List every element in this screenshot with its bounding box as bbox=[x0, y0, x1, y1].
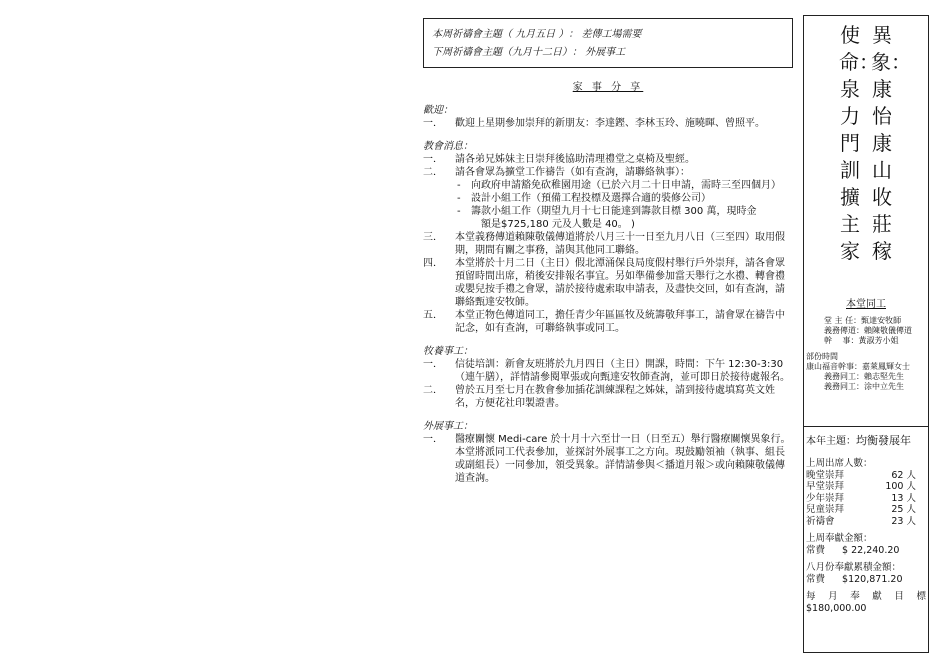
sub-item-text: 設計小組工作（預備工程投標及選擇合適的裝修公司） bbox=[471, 193, 711, 204]
family-sharing-section bbox=[423, 80, 793, 485]
dash: - bbox=[457, 193, 461, 204]
item-text: 本堂正物色傳道同工，擔任青少年區區牧及統籌敬拜事工，請會眾在禱告中記念，如有查詢，可聯絡執事或同工。 bbox=[455, 310, 785, 334]
item-text: 歡迎上星期參加崇拜的新朋友：李達鏗、李林玉玲、施曉暉、曾照平。 bbox=[455, 118, 765, 129]
item-text: 信徒培訓：新會友班將於九月四日（主日）開課，時間：下午 12:30-3:30（連午膳），詳情請參閱單張或向甄達安牧師查詢，並可即日於接待處報名。 bbox=[455, 359, 790, 383]
offering-heading: 上周奉獻金額： bbox=[806, 533, 873, 544]
list-item bbox=[423, 433, 793, 485]
item-text: 請各弟兄姊妹主日崇拜後協助清理禮堂之桌椅及聖經。 bbox=[455, 154, 695, 165]
item-text: 本堂將於十月二日（主日）假北潭涌保良局度假村舉行戶外崇拜，請各會眾預留時間出席，稍後安排報名事宜。另如準備參加當天舉行之水禮、轉會禮或嬰兒按手禮之會眾，請於接待處索取申請表，及盡快交回，如有查詢，請聯絡甄達安牧師。 bbox=[455, 258, 785, 308]
item-text: 請各會眾為擴堂工作禱告（如有查詢，請聯絡執事）： bbox=[455, 167, 690, 178]
attendance-label: 早堂崇拜 bbox=[806, 481, 845, 492]
list-item bbox=[423, 231, 793, 257]
staff-row: 堂 主 任：甄達安牧師 bbox=[824, 316, 902, 325]
attendance-row bbox=[806, 504, 926, 516]
attendance-label: 晚堂崇拜 bbox=[806, 469, 845, 481]
staff-row: 義務同工：涂中立先生 bbox=[824, 382, 904, 391]
list-item bbox=[423, 384, 793, 410]
item-number: 二． bbox=[423, 385, 443, 396]
dash: - bbox=[457, 180, 461, 191]
monthly-target-value: $180,000.00 bbox=[806, 602, 867, 614]
pastoral-heading: 牧養事工： bbox=[423, 346, 473, 357]
sub-item-continuation: 額是$725,180 元及人數是 40。 ) bbox=[481, 219, 635, 230]
dash: - bbox=[457, 206, 461, 217]
prayer-topic-box bbox=[423, 18, 793, 68]
list-item bbox=[423, 358, 793, 384]
mission-text: 使命：泉力門訓擴主家 bbox=[839, 23, 879, 263]
attendance-heading: 上周出席人數： bbox=[806, 458, 873, 469]
this-week-prayer-topic: 本周祈禱會主題（ 九月五日 ）： 差傳工場需要 bbox=[432, 29, 642, 40]
next-week-prayer-topic: 下周祈禱會主題（九月十二日）： 外展事工 bbox=[432, 47, 626, 58]
sidebar-box bbox=[803, 15, 929, 653]
attendance-label: 祈禱會 bbox=[806, 515, 835, 527]
list-item bbox=[423, 117, 793, 130]
item-number: 一． bbox=[423, 359, 443, 370]
attendance-value: 62 人 bbox=[891, 469, 916, 481]
monthly-target-heading: 每 月 奉 獻 目 標 bbox=[806, 591, 926, 602]
item-number: 五． bbox=[423, 310, 443, 321]
staff-row: 康山福音幹事：嘉萊鳳輝女士 bbox=[806, 362, 910, 371]
divider bbox=[804, 426, 928, 427]
sub-list-item bbox=[423, 179, 793, 192]
attendance-row bbox=[806, 493, 926, 505]
year-theme-label: 本年主題： bbox=[806, 436, 856, 447]
list-item bbox=[423, 166, 793, 179]
august-offering-row bbox=[806, 574, 926, 586]
attendance-row bbox=[806, 470, 926, 482]
sub-item-text: 向政府申請豁免砍稚園用途（已於六月二十日申請，需時三至四個月） bbox=[471, 180, 781, 191]
item-number: 一． bbox=[423, 434, 443, 445]
sub-item-text: 籌款小組工作（期望九月十七日能達到籌款目標 300 萬，現時金 bbox=[471, 206, 757, 217]
attendance-value: 25 人 bbox=[891, 504, 916, 515]
year-theme-value: 均衡發展年 bbox=[856, 434, 911, 447]
offering-row bbox=[806, 545, 926, 557]
staff-row: 義務同工：賴志堅先生 bbox=[824, 372, 904, 381]
offering-label: 常費 bbox=[806, 544, 826, 556]
attendance-value: 100 人 bbox=[885, 481, 916, 492]
staff-row: 義務傳道：賴陳敬儀傳道 bbox=[824, 326, 912, 335]
attendance-label: 兒童崇拜 bbox=[806, 504, 845, 515]
august-offering-heading: 八月份奉獻累積金額： bbox=[806, 562, 902, 573]
vision-mission bbox=[804, 22, 928, 302]
staff-title: 本堂同工 bbox=[846, 299, 886, 310]
item-text: 醫療關懷 Medi-care 於十月十六至廿一日（日至五）舉行醫療關懷異象行。本堂將派同工代表參加，並探討外展事工之方向。現鼓勵領袖（執事、組長或副組長）一同參加，領受異象。詳情請參與＜播道月報＞或向賴陳敬儀傳道查詢。 bbox=[455, 434, 791, 484]
item-number: 二． bbox=[423, 167, 443, 178]
year-theme bbox=[806, 434, 928, 448]
outreach-heading: 外展事工： bbox=[423, 421, 473, 432]
vision-text: 異象：康怡康山收莊稼 bbox=[871, 23, 911, 263]
august-offering-label: 常費 bbox=[806, 573, 826, 585]
list-item bbox=[423, 257, 793, 309]
item-number: 三． bbox=[423, 232, 443, 243]
sub-list-item bbox=[423, 205, 793, 218]
attendance-row bbox=[806, 516, 926, 528]
list-item bbox=[423, 309, 793, 335]
item-text: 本堂義務傳道賴陳敬儀傳道將於八月三十一日至九月八日（三至四）取用假期，期間有關之事務，請與其他同工聯絡。 bbox=[455, 232, 785, 256]
staff-row: 幹 事：黃淑芳小姐 bbox=[824, 336, 899, 345]
sub-list-item bbox=[423, 192, 793, 205]
staff-list bbox=[804, 300, 928, 392]
weekly-stats bbox=[806, 458, 926, 614]
attendance-label: 少年崇拜 bbox=[806, 492, 845, 504]
august-offering-value: $120,871.20 bbox=[842, 573, 903, 585]
attendance-value: 13 人 bbox=[891, 492, 916, 504]
welcome-heading: 歡迎： bbox=[423, 105, 453, 116]
offering-value: $ 22,240.20 bbox=[842, 544, 900, 556]
part-time-heading: 部份時間 bbox=[806, 352, 838, 361]
church-news-heading: 教會消息： bbox=[423, 141, 473, 152]
list-item bbox=[423, 153, 793, 166]
item-number: 四． bbox=[423, 258, 443, 269]
item-text: 曾於五月至七月在教會參加插花訓練課程之姊妹，請到接待處填寫英文姓名，方便花社印製證書。 bbox=[455, 385, 775, 409]
item-number: 一． bbox=[423, 118, 443, 129]
attendance-value: 23 人 bbox=[891, 515, 916, 527]
section-title: 家 事 分 享 bbox=[572, 82, 644, 93]
attendance-row bbox=[806, 481, 926, 493]
item-number: 一． bbox=[423, 154, 443, 165]
